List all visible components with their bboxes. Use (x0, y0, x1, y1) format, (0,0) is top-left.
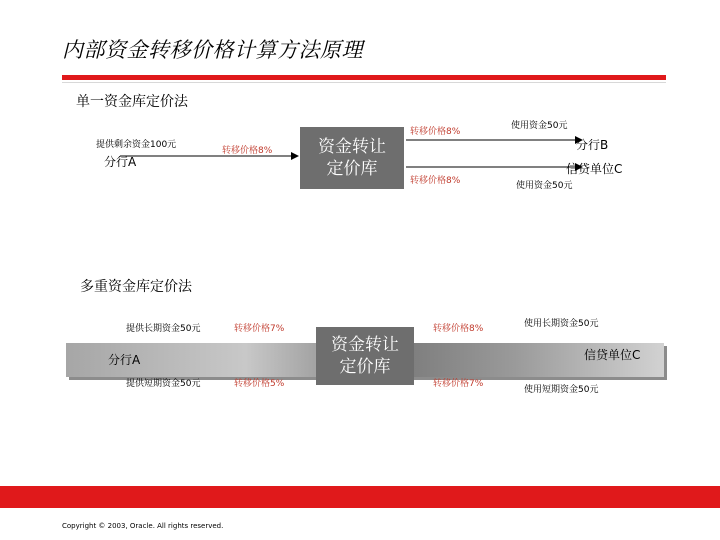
section2-center-line2: 定价库 (339, 357, 391, 377)
section2-center-line1: 资金转让 (331, 335, 399, 355)
section2-price-long-out: 转移价格8% (433, 324, 484, 334)
section1-center-line2: 定价库 (326, 159, 378, 179)
section2-center-box (316, 327, 414, 385)
section1-branch-a: 分行A (104, 155, 137, 169)
section1-heading: 单一资金库定价法 (76, 94, 188, 110)
section1-credit-unit: 信贷单位C (566, 162, 623, 176)
page-title: 内部资金转移价格计算方法原理 (62, 38, 363, 62)
section2-use-short: 使用短期资金50元 (524, 385, 599, 395)
section1-use-top: 使用资金50元 (511, 121, 568, 131)
section1-center-box (300, 127, 404, 189)
section1-center-line1: 资金转让 (318, 137, 386, 157)
section2-price-long-in: 转移价格7% (234, 324, 285, 334)
section2-provide-long: 提供长期资金50元 (126, 324, 201, 334)
section1-branch-b: 分行B (576, 138, 609, 152)
section1-use-bottom: 使用资金50元 (516, 181, 573, 191)
section2-branch-a: 分行A (108, 353, 141, 367)
section1-price-in: 转移价格8% (222, 146, 273, 156)
section2-use-long: 使用长期资金50元 (524, 319, 599, 329)
section1-price-out-bottom: 转移价格8% (410, 176, 461, 186)
copyright: Copyright © 2003, Oracle. All rights reserved. (62, 522, 224, 530)
section1-price-out-top: 转移价格8% (410, 127, 461, 137)
section2-heading: 多重资金库定价法 (80, 279, 192, 295)
section2-price-short-in: 转移价格5% (234, 379, 285, 389)
footer-bar (0, 486, 720, 508)
section1-provider-note: 提供剩余资金100元 (96, 140, 177, 150)
section2-provide-short: 提供短期资金50元 (126, 379, 201, 389)
section2-price-short-out: 转移价格7% (433, 379, 484, 389)
section2-credit-unit: 信贷单位C (584, 348, 641, 362)
